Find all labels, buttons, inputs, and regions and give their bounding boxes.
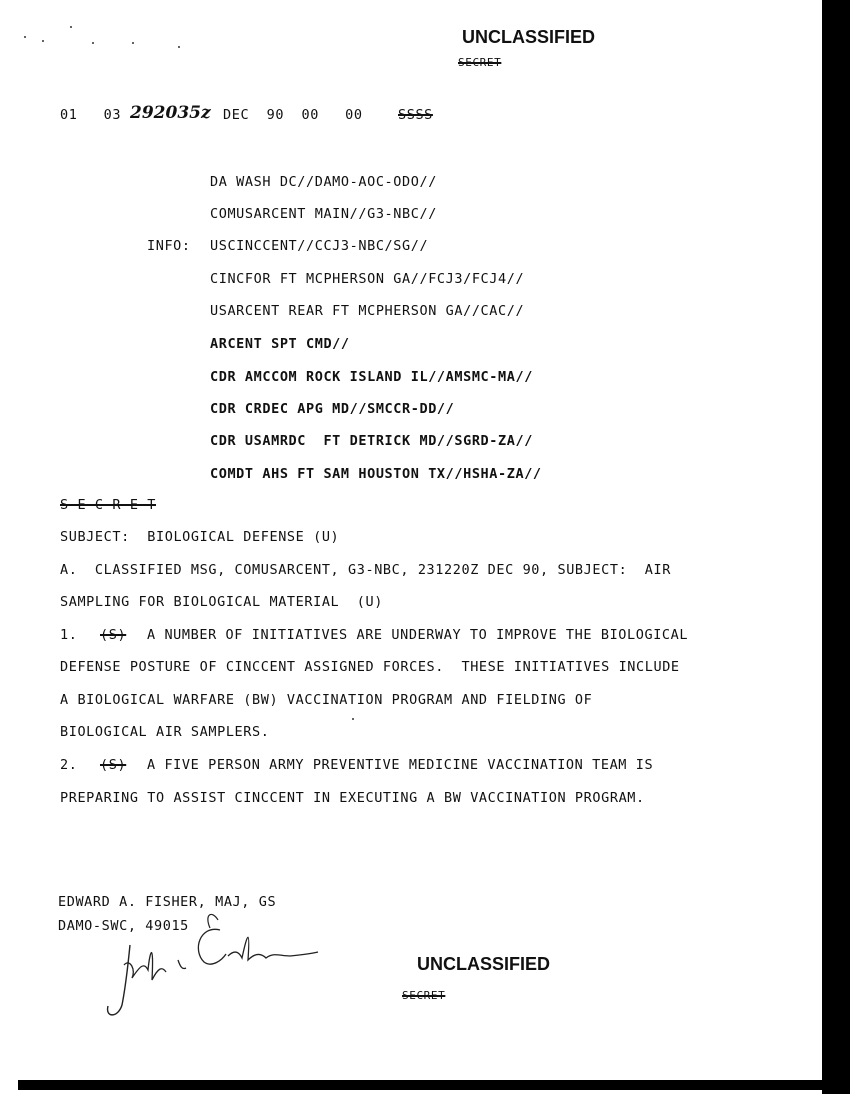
para1-line: A BIOLOGICAL WARFARE (BW) VACCINATION PROGRAM AND FIELDING OF [60, 692, 593, 708]
scan-speck [24, 36, 26, 38]
scan-speck [42, 40, 44, 42]
para1-line: A NUMBER OF INITIATIVES ARE UNDERWAY TO IMPROVE THE BIOLOGICAL [147, 627, 689, 643]
top-struck-classification: SECRET [458, 56, 502, 69]
top-classification: UNCLASSIFIED [462, 27, 596, 47]
para2-line: A FIVE PERSON ARMY PREVENTIVE MEDICINE VACCINATION TEAM IS [147, 757, 654, 773]
para2-struck-marking: (S) [100, 757, 127, 773]
para1-line: BIOLOGICAL AIR SAMPLERS. [60, 724, 270, 740]
scan-speck [352, 718, 354, 720]
bottom-struck-classification: SECRET [402, 989, 446, 1002]
info-addressee: CDR CRDEC APG MD//SMCCR-DD// [210, 401, 455, 417]
sender-office: DAMO-SWC, 49015 [58, 918, 189, 934]
info-addressee: CDR AMCCOM ROCK ISLAND IL//AMSMC-MA// [210, 369, 533, 385]
para1-line: DEFENSE POSTURE OF CINCCENT ASSIGNED FORCES. THESE INITIATIVES INCLUDE [60, 659, 680, 675]
info-addressee: CDR USAMRDC FT DETRICK MD//SGRD-ZA// [210, 433, 533, 449]
bottom-classification: UNCLASSIFIED [417, 954, 551, 974]
dtg-handwritten: 292035z [130, 103, 211, 123]
scan-speck [132, 42, 134, 44]
scan-speck [178, 46, 180, 48]
para2-line: PREPARING TO ASSIST CINCCENT IN EXECUTING A BW VACCINATION PROGRAM. [60, 790, 645, 806]
info-addressee: ARCENT SPT CMD// [210, 336, 350, 352]
scan-edge-bottom [18, 1080, 850, 1090]
sender-name: EDWARD A. FISHER, MAJ, GS [58, 894, 277, 910]
dtg-suffix: DEC 90 00 00 [223, 107, 363, 123]
reference-a-line: A. CLASSIFIED MSG, COMUSARCENT, G3-NBC, 231220Z DEC 90, SUBJECT: AIR [60, 562, 671, 578]
reference-a-line: SAMPLING FOR BIOLOGICAL MATERIAL (U) [60, 594, 383, 610]
dtg-prefix: 01 03 [60, 107, 122, 123]
info-label: INFO: [147, 238, 191, 254]
struck-code: SSSS [398, 107, 433, 123]
subject-line: SUBJECT: BIOLOGICAL DEFENSE (U) [60, 529, 340, 545]
scan-speck [92, 42, 94, 44]
struck-secret-marking: S E C R E T [60, 497, 157, 513]
info-addressee: USARCENT REAR FT MCPHERSON GA//CAC// [210, 303, 525, 319]
action-addressee: DA WASH DC//DAMO-AOC-ODO// [210, 174, 437, 190]
info-addressee: COMDT AHS FT SAM HOUSTON TX//HSHA-ZA// [210, 466, 542, 482]
info-addressee: USCINCCENT//CCJ3-NBC/SG// [210, 238, 429, 254]
info-addressee: CINCFOR FT MCPHERSON GA//FCJ3/FCJ4// [210, 271, 525, 287]
handwritten-signature [100, 910, 330, 1020]
scan-speck [70, 26, 72, 28]
scan-edge-right [822, 0, 850, 1094]
para1-struck-marking: (S) [100, 627, 127, 643]
action-addressee: COMUSARCENT MAIN//G3-NBC// [210, 206, 437, 222]
para1-number: 1. [60, 627, 78, 643]
para2-number: 2. [60, 757, 78, 773]
